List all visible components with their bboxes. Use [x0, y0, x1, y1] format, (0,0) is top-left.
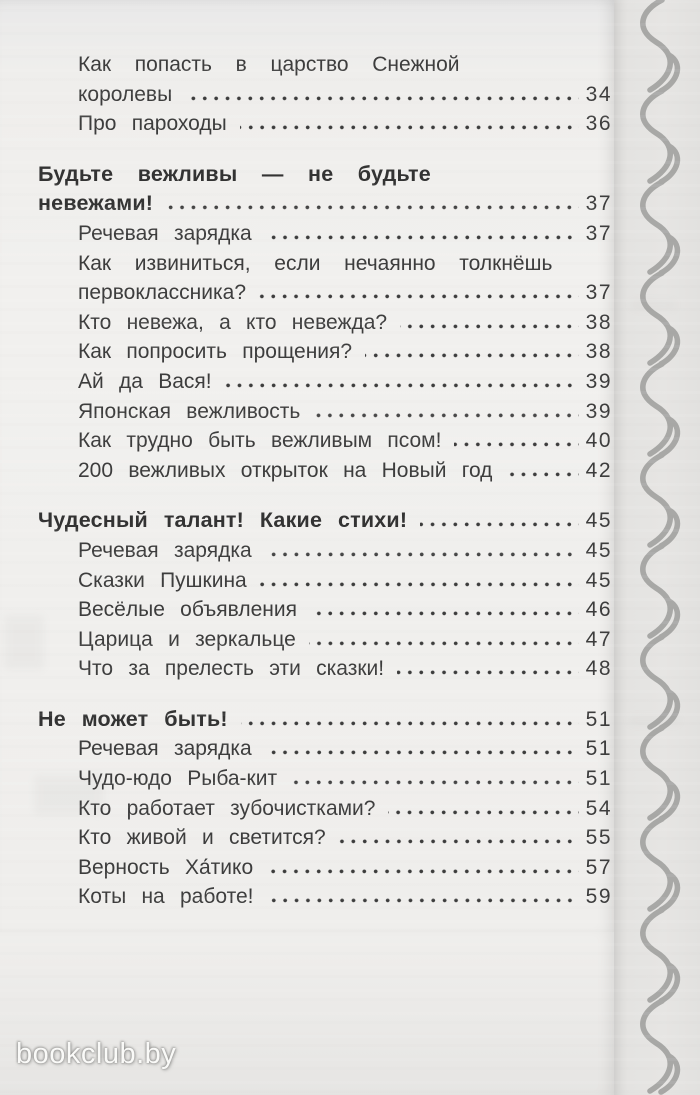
toc-page-number: 38	[585, 310, 612, 334]
toc-page-number: 54	[585, 796, 612, 820]
dot-leader	[225, 383, 579, 388]
toc-entry-title: Будьте вежливы — не будьте	[38, 161, 431, 186]
toc-page-number: 51	[585, 767, 612, 791]
toc-entry-title: Что за прелесть эти сказки!	[78, 657, 385, 681]
toc-item-entry	[38, 882, 612, 912]
toc-page-number: 42	[585, 458, 612, 482]
toc-entry-title: Как извиниться, если нечаянно толкнёшь	[78, 251, 553, 275]
table-of-contents	[38, 50, 612, 912]
toc-item-entry	[38, 337, 612, 367]
toc-page-number: 34	[585, 82, 612, 106]
toc-entry-title: Чудесный талант! Какие стихи!	[38, 508, 408, 533]
dot-leader	[339, 839, 579, 844]
toc-entry-title: 200 вежливых открыток на Новый год	[78, 458, 493, 482]
toc-entry-title: Не может быть!	[38, 706, 228, 731]
dot-leader	[420, 522, 578, 527]
dot-leader	[454, 442, 578, 447]
toc-item-entry	[38, 308, 612, 338]
toc-page-number: 59	[585, 885, 612, 909]
dot-leader	[400, 324, 579, 329]
dot-leader	[185, 96, 578, 101]
toc-page-number: 48	[585, 657, 612, 681]
toc-item-entry	[38, 426, 612, 456]
dot-leader	[290, 780, 579, 785]
dot-leader	[310, 611, 579, 616]
toc-page-number: 55	[585, 826, 612, 850]
dot-leader	[240, 125, 579, 130]
toc-entry-title: Как попасть в царство Снежной	[78, 53, 460, 76]
toc-entry-title: Речевая зарядка	[78, 538, 252, 562]
toc-page-number: 51	[585, 707, 612, 731]
dot-leader	[313, 413, 578, 418]
dot-leader	[397, 670, 579, 675]
toc-entry-title: Ай да Вася!	[78, 369, 212, 393]
toc-item-entry	[38, 566, 612, 596]
toc-item-entry	[38, 654, 612, 684]
toc-page-number: 39	[585, 399, 612, 423]
toc-entry-title: Речевая зарядка	[78, 221, 252, 245]
toc-page-number: 37	[585, 192, 612, 216]
toc-entry-title: Царица и зеркальце	[78, 627, 296, 651]
toc-item-entry	[38, 249, 612, 279]
toc-page-number: 51	[585, 737, 612, 761]
toc-entry-title: Как попросить прощения?	[78, 340, 353, 364]
toc-entry-title: Японская вежливость	[78, 399, 301, 423]
toc-item-entry	[38, 109, 612, 139]
toc-entry-title: королевы	[78, 82, 173, 106]
toc-entry-title: Кто работает зубочистками?	[78, 796, 376, 820]
toc-section-entry	[38, 506, 612, 536]
toc-entry-title: Кто живой и светится?	[78, 826, 326, 850]
toc-section-entry	[38, 160, 612, 190]
toc-entry-title: Весёлые объявления	[78, 598, 297, 622]
dot-leader	[505, 472, 578, 477]
toc-item-entry	[38, 536, 612, 566]
dot-leader	[266, 869, 579, 874]
toc-entry-title: Кто невежа, а кто невежда?	[78, 310, 388, 334]
dot-leader	[365, 353, 579, 358]
toc-section-entry	[38, 705, 612, 735]
toc-page-number: 38	[585, 340, 612, 364]
toc-item-entry	[38, 595, 612, 625]
toc-item-entry	[38, 625, 612, 655]
dot-leader	[166, 205, 579, 210]
toc-section-entry	[38, 189, 612, 219]
toc-page-number: 40	[585, 429, 612, 453]
toc-item-entry	[38, 823, 612, 853]
toc-page-number: 46	[585, 598, 612, 622]
toc-item-entry	[38, 367, 612, 397]
toc-item-entry	[38, 50, 612, 80]
toc-page-number: 47	[585, 627, 612, 651]
toc-page-number: 45	[585, 568, 612, 592]
dot-leader	[259, 294, 579, 299]
toc-entry-title: Верность Ха́тико	[78, 855, 254, 879]
toc-item-entry	[38, 456, 612, 486]
toc-entry-title: Речевая зарядка	[78, 737, 252, 761]
toc-page-number: 57	[585, 855, 612, 879]
dot-leader	[265, 552, 579, 557]
toc-page-number: 45	[585, 509, 612, 533]
watermark-text: bookclub.by	[16, 1038, 177, 1070]
toc-entry-title: Коты на работе!	[78, 885, 254, 909]
toc-item-entry	[38, 397, 612, 427]
toc-page-number: 37	[585, 221, 612, 245]
dot-leader	[241, 721, 579, 726]
dot-leader	[388, 810, 578, 815]
toc-item-entry	[38, 734, 612, 764]
dot-leader	[265, 750, 579, 755]
toc-item-entry	[38, 764, 612, 794]
toc-entry-title: первоклассника?	[78, 281, 247, 305]
toc-entry-title: Чудо-юдо Рыба-кит	[78, 767, 278, 791]
dot-leader	[260, 582, 579, 587]
toc-page-number: 37	[585, 281, 612, 305]
toc-entry-title: Как трудно быть вежливым псом!	[78, 429, 442, 453]
dot-leader	[265, 235, 579, 240]
toc-item-entry	[38, 80, 612, 110]
dot-leader	[267, 898, 579, 903]
toc-entry-title: Сказки Пушкина	[78, 568, 247, 592]
toc-page-number: 36	[585, 112, 612, 136]
toc-item-entry	[38, 219, 612, 249]
toc-item-entry	[38, 794, 612, 824]
wavy-border-decoration	[612, 0, 700, 1095]
toc-item-entry	[38, 278, 612, 308]
dot-leader	[309, 641, 579, 646]
toc-entry-title: невежами!	[38, 191, 154, 216]
toc-entry-title: Про пароходы	[78, 112, 227, 136]
toc-page-number: 45	[585, 538, 612, 562]
toc-item-entry	[38, 853, 612, 883]
toc-page-number: 39	[585, 369, 612, 393]
